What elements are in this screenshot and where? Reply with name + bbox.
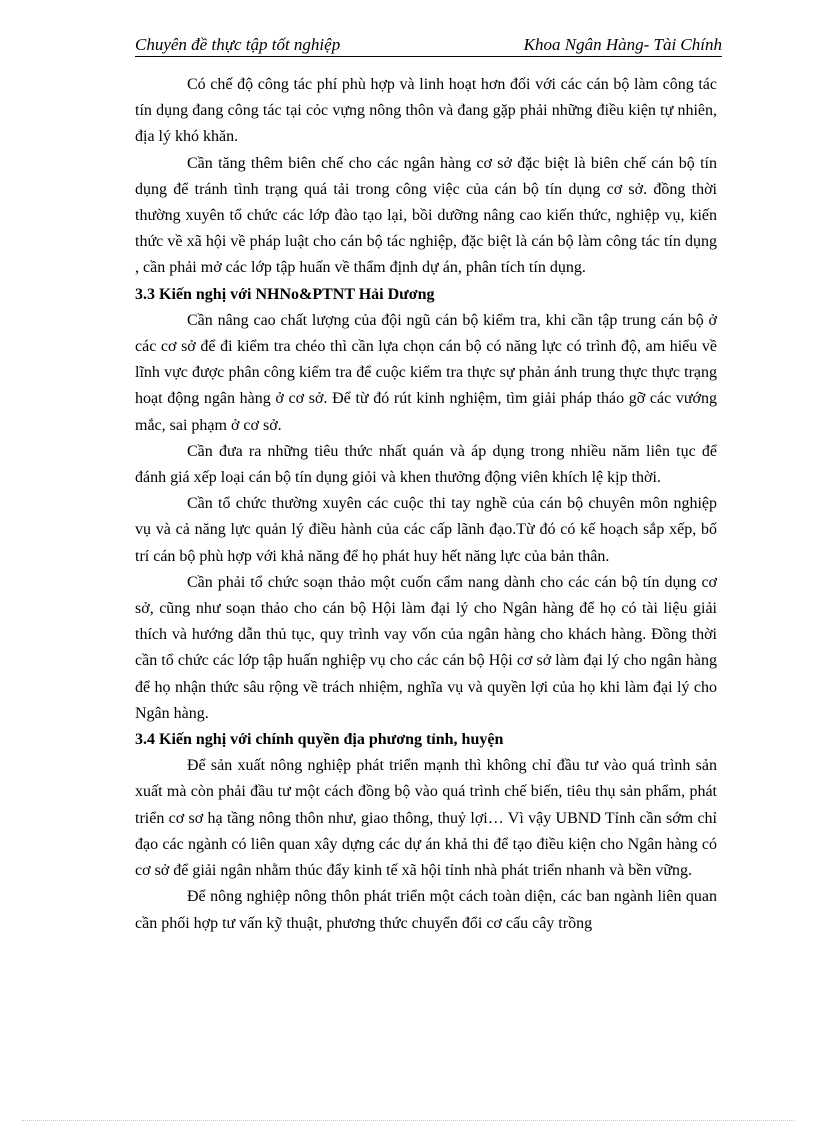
paragraph: Cần nâng cao chất lượng của đội ngũ cán bộ kiểm tra, khi cần tập trung cán bộ ở các cơ sở để đi kiểm tra chéo thì cần lựa chọn cán bộ có năng lực có trình độ, am hiểu về lĩnh vực được phân công kiểm tra để cuộc kiểm tra thực sự phản ánh trung thực thực trạng hoạt động ngân hàng ở cơ sở. Để từ đó rút kinh nghiệm, tìm giải pháp tháo gỡ các vướng mắc, sai phạm ở cơ sở. xyxy=(135,311,717,434)
document-body xyxy=(135,72,717,937)
header-document-title: Chuyên đề thực tập tốt nghiệp xyxy=(135,35,341,54)
header-department: Khoa Ngân Hàng- Tài Chính xyxy=(523,35,722,54)
section-heading-3-3: 3.3 Kiến nghị với NHNo&PTNT Hải Dương xyxy=(135,285,435,303)
paragraph: Để sản xuất nông nghiệp phát triển mạnh thì không chỉ đầu tư vào quá trình sản xuất mà còn phải đầu tư một cách đồng bộ vào quá trình chế biến, tiêu thụ sản phẩm, phát triển cơ sơ hạ tầng nông thôn như, giao thông, thuỷ lợi… Vì vậy UBND Tỉnh cần sớm chỉ đạo các ngành có liên quan xây dựng các dự án khả thi để tạo điều kiện cho Ngân hàng có cơ sở để giải ngân nhằm thúc đẩy kinh tế xã hội tỉnh nhà phát triển nhanh và bền vững. xyxy=(135,757,717,880)
paragraph: Cần đưa ra những tiêu thức nhất quán và áp dụng trong nhiều năm liên tục để đánh giá xếp loại cán bộ tín dụng giỏi và khen thưởng động viên khích lệ kịp thời. xyxy=(135,442,717,487)
section-heading-3-4: 3.4 Kiến nghị với chính quyền địa phương tỉnh, huyện xyxy=(135,731,504,749)
paragraph: Có chế độ công tác phí phù hợp và linh hoạt hơn đối với các cán bộ làm công tác tín dụng đang công tác tại cỏc vựng nông thôn và đang gặp phải những điều kiện tự nhiên, địa lý khó khăn. xyxy=(135,76,717,146)
paragraph: Cần tăng thêm biên chế cho các ngân hàng cơ sở đặc biệt là biên chế cán bộ tín dụng để tránh tình trạng quá tải trong công việc của cán bộ tín dụng cơ sở. đồng thời thường xuyên tổ chức các lớp đào tạo lại, bồi dưỡng nâng cao kiến thức, nghiệp vụ, kiến thức về xã hội về pháp luật cho cán bộ tác nghiệp, đặc biệt là cán bộ làm công tác tín dụng , cần phải mở các lớp tập huấn về thẩm định dự án, phân tích tín dụng. xyxy=(135,154,717,277)
page-bottom-divider xyxy=(22,1120,794,1121)
paragraph: Để nông nghiệp nông thôn phát triển một cách toàn diện, các ban ngành liên quan cần phối hợp tư vấn kỹ thuật, phương thức chuyển đổi cơ cấu cây trồng xyxy=(135,888,717,932)
page-header xyxy=(135,34,722,57)
paragraph: Cần tổ chức thường xuyên các cuộc thi tay nghề của cán bộ chuyên môn nghiệp vụ và cả năng lực quản lý điều hành của các cấp lãnh đạo.Từ đó có kế hoạch sắp xếp, bố trí cán bộ phù hợp với khả năng để họ phát huy hết năng lực của bản thân. xyxy=(135,495,717,565)
paragraph: Cần phải tổ chức soạn thảo một cuốn cẩm nang dành cho các cán bộ tín dụng cơ sở, cũng như soạn thảo cho cán bộ Hội làm đại lý cho Ngân hàng để họ có tài liệu giải thích và hướng dẫn thủ tục, quy trình vay vốn của ngân hàng cho khách hàng. Đồng thời cần tổ chức các lớp tập huấn nghiệp vụ cho các cán bộ Hội cơ sở làm đại lý cho ngân hàng để họ nhận thức sâu rộng về trách nhiệm, nghĩa vụ và quyền lợi của họ khi làm đại lý cho Ngân hàng. xyxy=(135,573,717,722)
